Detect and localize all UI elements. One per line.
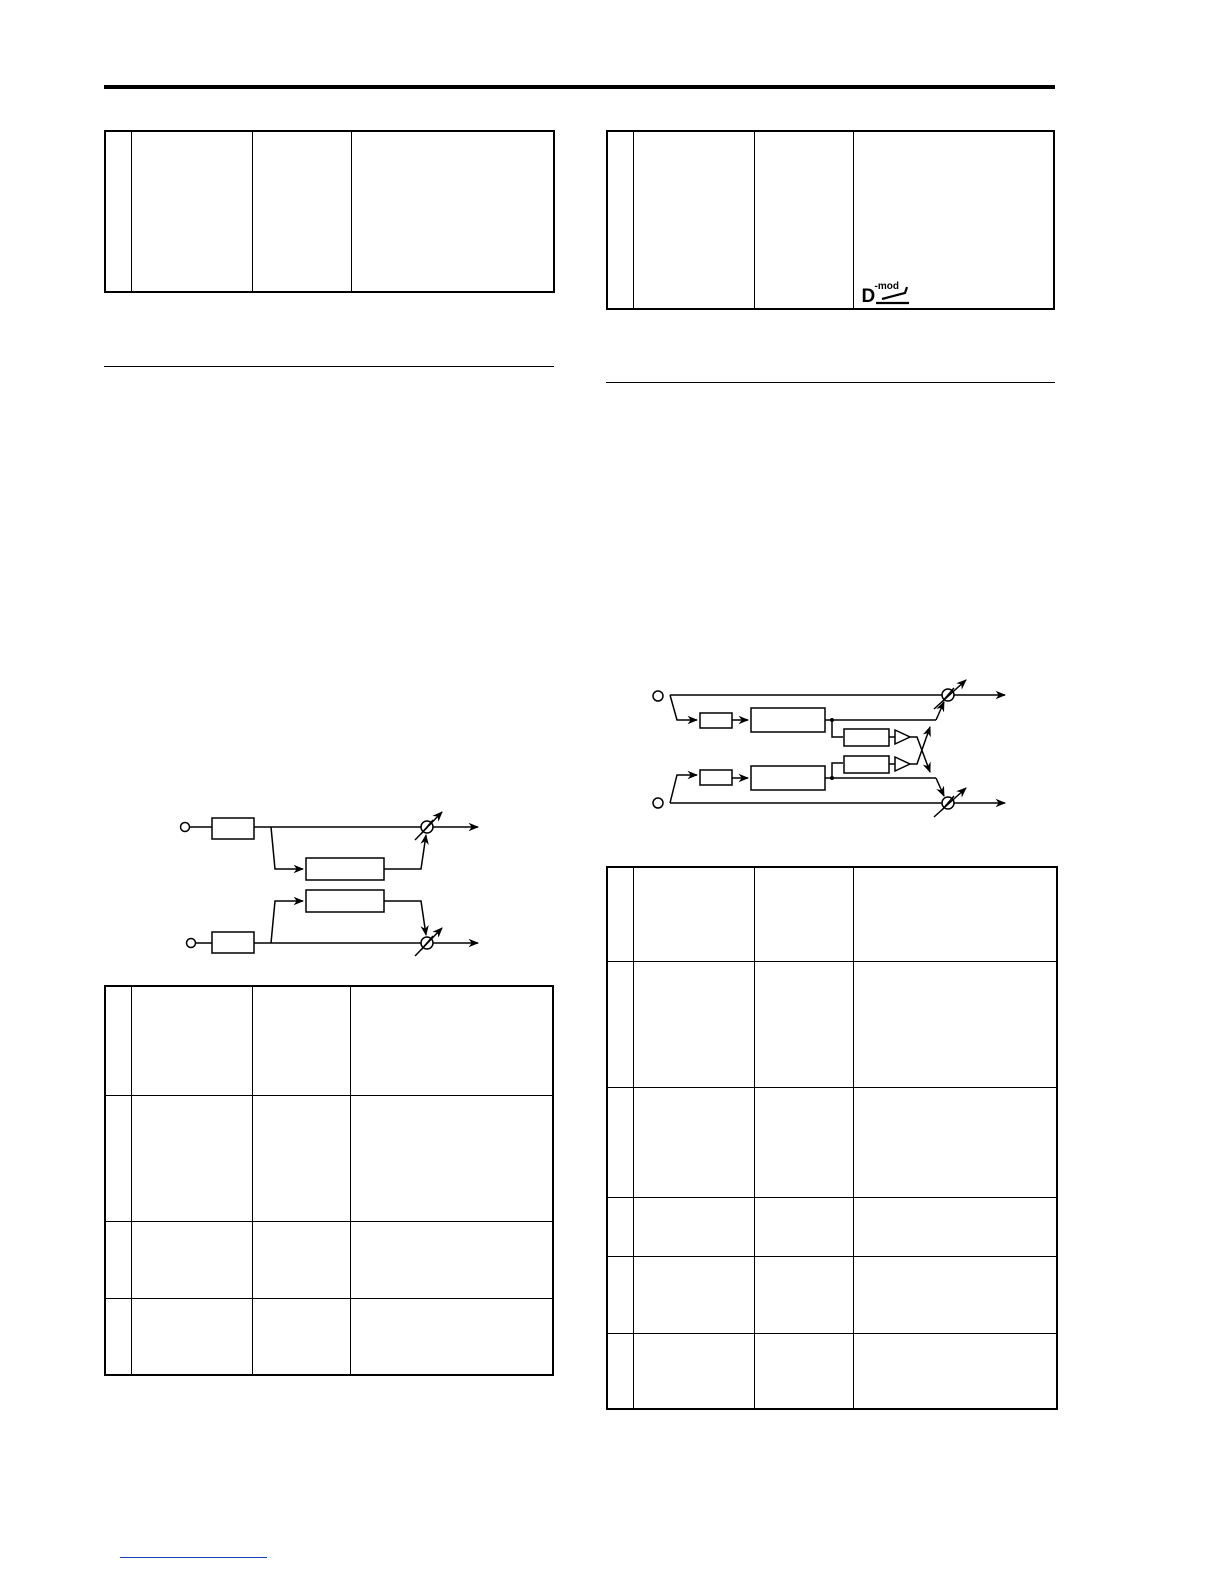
table-row <box>607 867 1057 961</box>
table-row <box>105 986 553 1095</box>
right-block-diagram <box>640 675 1020 825</box>
table-row <box>607 1087 1057 1197</box>
table-top-right <box>606 130 1055 310</box>
input-r-terminal <box>653 798 663 808</box>
table-row <box>105 1095 553 1221</box>
amp-triangle-l <box>895 730 910 744</box>
section-rule-left <box>104 366 554 367</box>
effect-block-l <box>306 858 384 880</box>
input-r-terminal <box>187 939 196 948</box>
dmod-suffix: -mod <box>874 281 899 292</box>
dmod-letter: D <box>861 286 876 307</box>
left-block-diagram <box>170 800 490 960</box>
table-row <box>607 131 1054 309</box>
effect-block-r <box>306 890 384 912</box>
section-rule-right <box>606 382 1055 383</box>
footer-link-underline[interactable] <box>120 1557 267 1558</box>
table-row <box>105 131 554 292</box>
table-bottom-right <box>606 866 1058 1410</box>
filter-block-l <box>700 713 732 728</box>
dmod-badge <box>862 282 922 306</box>
amp-triangle-r <box>895 757 910 771</box>
table-row <box>607 1333 1057 1409</box>
feedback-block-r <box>844 756 889 773</box>
table-row <box>607 961 1057 1087</box>
input-block-r <box>212 932 254 953</box>
table-row <box>607 1256 1057 1333</box>
input-l-terminal <box>181 823 190 832</box>
dmod-pedal-icon <box>862 282 922 306</box>
table-row <box>607 1197 1057 1256</box>
filter-block-r <box>700 770 732 785</box>
input-l-terminal <box>653 691 663 701</box>
feedback-block-l <box>844 729 889 746</box>
header-rule <box>104 85 1055 89</box>
table-row <box>105 1221 553 1298</box>
input-block-l <box>212 818 254 839</box>
table-bottom-left <box>104 985 554 1376</box>
table-row <box>105 1298 553 1375</box>
delay-block-l <box>751 708 825 732</box>
delay-block-r <box>751 766 825 790</box>
table-top-left <box>104 130 555 293</box>
